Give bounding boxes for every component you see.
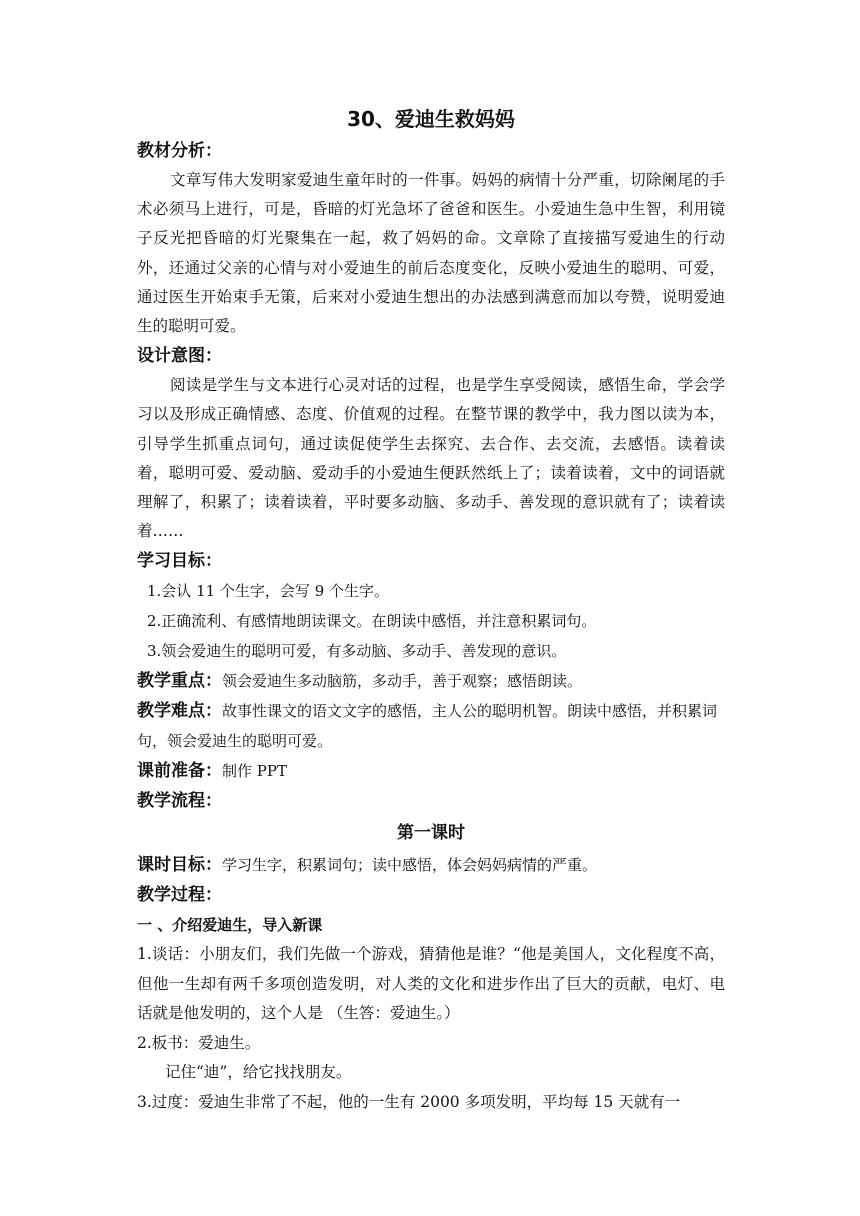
goal-item: 3.领会爱迪生的聪明可爱，有多动脑、多动手、善发现的意识。 (147, 642, 567, 661)
design-heading: 设计意图： (137, 346, 222, 367)
lesson-goal-text: 学习生字，积累词句；读中感悟，体会妈妈病情的严重。 (222, 856, 598, 875)
preparation-text: 制作 PPT (222, 762, 287, 781)
analysis-paragraph: 文章写伟大发明家爱迪生童年时的一件事。妈妈的病情十分严重，切除阑尾的手术必须马上进行，可是，昏暗的灯光急坏了爸爸和医生。小爱迪生急中生智，利用镜子反光把昏暗的灯光聚集在一起，救了妈妈的命。文章除了直接描写爱迪生的行动外，还通过父亲的心情与对小爱迪生的前后态度变化，反映小爱迪生的聪明、可爱，通过医生开始束手无策，后来对小爱迪生想出的办法感到满意而加以夸赞，说明爱迪生的聪明可爱。 (137, 171, 725, 336)
preparation-label: 课前准备： (137, 761, 222, 782)
key-points-label: 教学重点： (137, 671, 222, 692)
goal-item: 2.正确流利、有感情地朗读课文。在朗读中感悟，并注意积累词句。 (147, 612, 597, 631)
difficulties-text: 故事性课文的语文文字的感悟，主人公的聪明机智。朗读中感悟，并积累词句，领会爱迪生的聪明可爱。 (137, 702, 718, 751)
document-title: 30、爱迪生救妈妈 (347, 107, 515, 131)
step-item: 1.谈话：小朋友们，我们先做一个游戏，猜猜他是谁？“他是美国人，文化程度不高，但他一生却有两千多项创造发明，对人类的文化和进步作出了巨大的贡献，电灯、电话就是他发明的，这个人是 （生答：爱迪生。） (137, 945, 725, 1023)
step-note: 记住“迪”，给它找找朋友。 (165, 1063, 352, 1082)
key-points (137, 666, 725, 696)
lesson-goal (137, 850, 725, 880)
difficulties-label: 教学难点： (137, 701, 222, 722)
preparation (137, 756, 725, 786)
goals-heading: 学习目标： (137, 551, 222, 572)
design-paragraph: 阅读是学生与文本进行心灵对话的过程，也是学生享受阅读，感悟生命，学会学习以及形成正确情感、态度、价值观的过程。在整节课的教学中，我力图以读为本，引导学生抓重点词句，通过读促使学生去探究、去合作、去交流，去感悟。读着读着，聪明可爱、爱动脑、爱动手的小爱迪生便跃然纸上了；读着读着，文中的词语就理解了，积累了；读着读着，平时要多动脑、多动手、善发现的意识就有了；读着读着…… (137, 376, 725, 541)
document-page (137, 102, 725, 1117)
key-points-text: 领会爱迪生多动脑筋，多动手，善于观察；感悟朗读。 (222, 672, 583, 691)
difficulties (137, 696, 725, 756)
goal-item: 1.会认 11 个生字，会写 9 个生字。 (147, 582, 390, 601)
analysis-heading: 教材分析： (137, 141, 222, 161)
process-heading: 教学过程： (137, 885, 222, 906)
lesson-goal-label: 课时目标： (137, 855, 222, 876)
step-item: 3.过度：爱迪生非常了不起，他的一生有 2000 多项发明，平均每 15 天就有一 (137, 1092, 681, 1111)
lesson-title: 第一课时 (397, 823, 465, 844)
section-heading: 一 、介绍爱迪生，导入新课 (137, 916, 323, 935)
flow-heading: 教学流程： (137, 791, 222, 812)
step-item: 2.板书：爱迪生。 (137, 1033, 261, 1052)
